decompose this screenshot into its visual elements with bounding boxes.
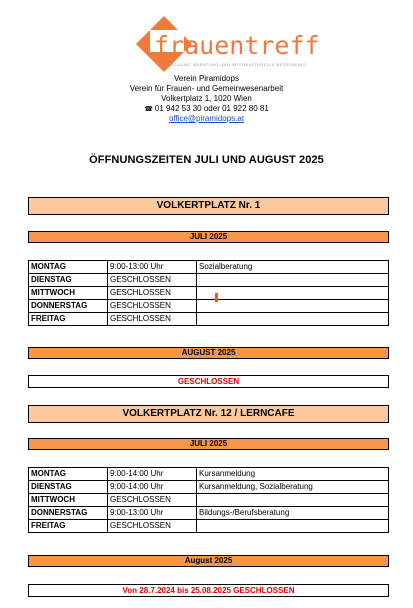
day-cell: DONNERSTAG [29,507,108,520]
location1-july-header: JULI 2025 [28,231,389,243]
org-address: Volkertplatz 1, 1020 Wien [161,94,252,103]
org-email-line [0,114,413,124]
table-row [29,481,389,494]
day-cell: DIENSTAG [29,481,108,494]
cursor-marker [215,293,218,302]
location1-header: VOLKERTPLATZ Nr. 1 [28,197,389,215]
time-cell: 9:00-14:00 Uhr [108,481,197,494]
note-cell: Sozialberatung [197,261,389,274]
logo-tagline: BILDUNG, BERATUNG UND INTERKULTURELLE BEGEGNUNG [170,62,307,67]
time-cell: GESCHLOSSEN [108,313,197,326]
time-cell: GESCHLOSSEN [108,494,197,507]
day-cell: MITTWOCH [29,494,108,507]
phone-number: 01 942 53 30 oder 01 922 80 81 [154,104,269,113]
time-cell: GESCHLOSSEN [108,274,197,287]
location1-august-header: AUGUST 2025 [28,347,389,359]
day-cell: DIENSTAG [29,274,108,287]
table-row [29,507,389,520]
org-name: Verein Piramidops [174,74,239,83]
frauentreff-logo [136,16,320,74]
page-title: ÖFFNUNGSZEITEN JULI UND AUGUST 2025 [89,154,324,166]
location2-august-header: August 2025 [28,555,389,567]
note-cell [197,313,389,326]
table-row [29,468,389,481]
logo-wordmark: frauentreff [154,31,320,60]
time-cell: 9:00-13:00 Uhr [108,261,197,274]
note-cell [197,300,389,313]
note-cell: Bildungs-/Berufsberatung [197,507,389,520]
day-cell: DONNERSTAG [29,300,108,313]
table-row [29,261,389,274]
table-row [29,494,389,507]
email-link[interactable]: office@piramidops.at [168,114,245,123]
org-subtitle: Verein für Frauen- und Gemeinwesenarbeit [129,84,284,93]
table-row [29,274,389,287]
note-cell [197,494,389,507]
table-row [29,520,389,533]
time-cell: 9:00-13:00 Uhr [108,507,197,520]
location1-august-status: GESCHLOSSEN [28,375,389,388]
day-cell: MONTAG [29,468,108,481]
location2-august-status: Von 28.7.2024 bis 25.08.2025 GESCHLOSSEN [28,584,389,597]
day-cell: MONTAG [29,261,108,274]
time-cell: 9:00-14:00 Uhr [108,468,197,481]
time-cell: GESCHLOSSEN [108,300,197,313]
time-cell: GESCHLOSSEN [108,287,197,300]
day-cell: FREITAG [29,313,108,326]
table-row [29,287,389,300]
table-row [29,300,389,313]
time-cell: GESCHLOSSEN [108,520,197,533]
note-cell [197,520,389,533]
table-row [29,313,389,326]
note-cell: Kursanmeldung, Sozialberatung [197,481,389,494]
location2-july-table [28,467,389,533]
day-cell: MITTWOCH [29,287,108,300]
note-cell: Kursanmeldung [197,468,389,481]
note-cell [197,274,389,287]
location2-july-header: JULI 2025 [28,438,389,450]
day-cell: FREITAG [29,520,108,533]
phone-icon: ☎ [144,106,153,113]
location2-header: VOLKERTPLATZ Nr. 12 / LERNCAFE [28,405,389,423]
location1-july-table [28,260,389,326]
note-cell [197,287,389,300]
